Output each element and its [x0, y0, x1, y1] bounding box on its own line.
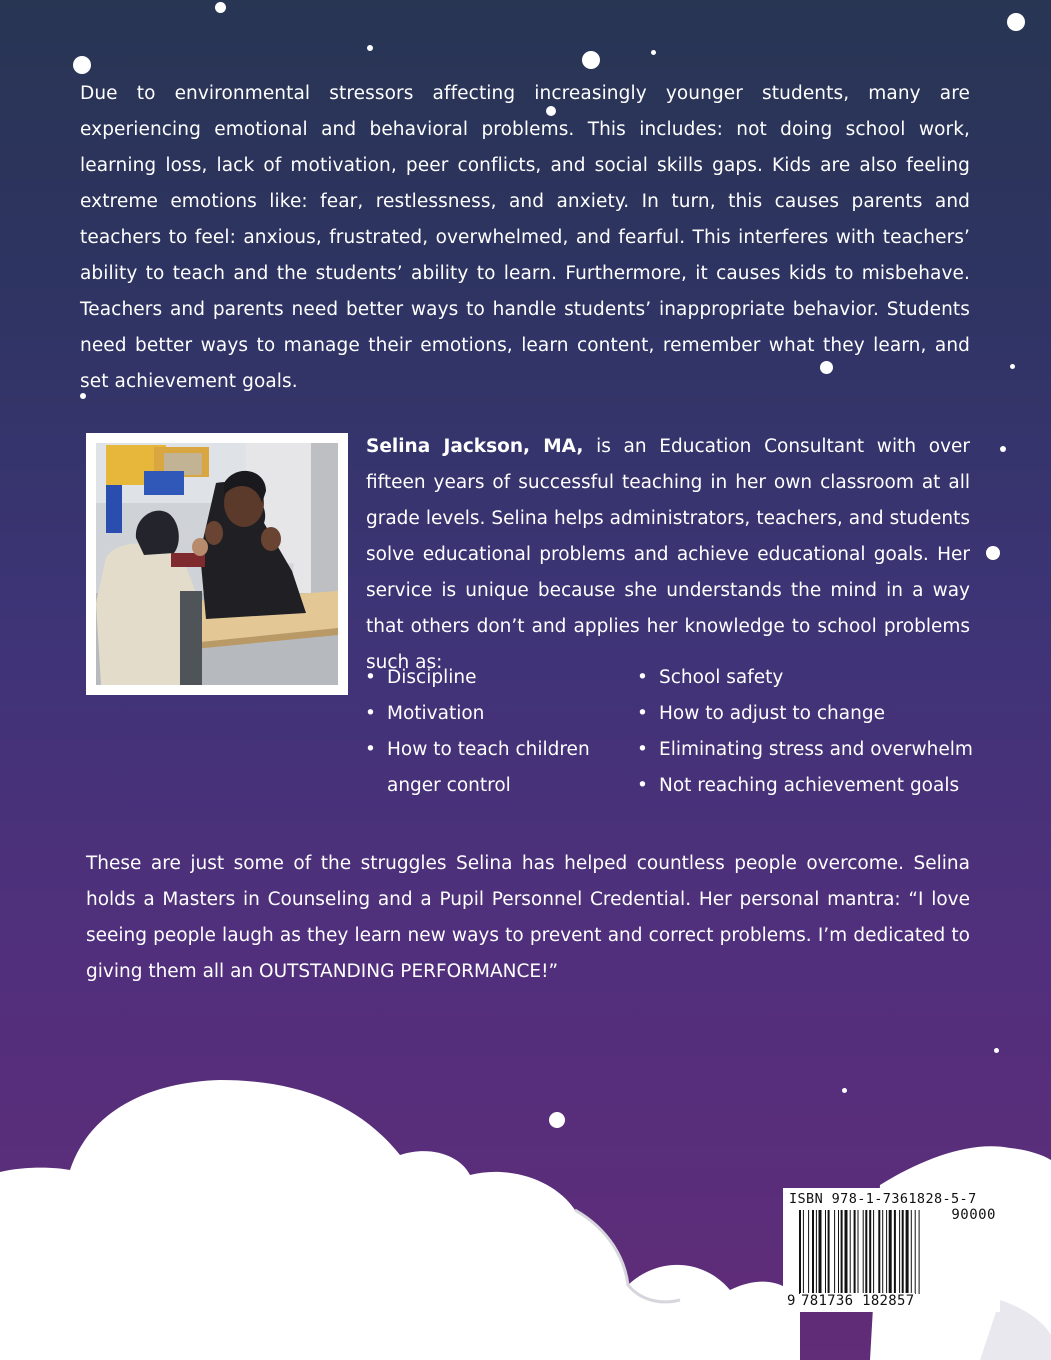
- author-name: Selina Jackson, MA,: [366, 436, 584, 457]
- barcode-bar: [803, 1210, 804, 1294]
- barcode-bar: [863, 1210, 864, 1294]
- list-item: • Eliminating stress and overwhelm: [637, 732, 977, 768]
- closing-paragraph: These are just some of the struggles Selina has helped countless people overcome. Selina holds a Masters in Counseling and a Pupil Personnel Credential. Her personal mantra: “I love seeing people laugh as they learn new ways to prevent and correct problems. I’m dedicated to giving them all an OUTSTANDING PERFORMANCE!”: [86, 853, 970, 982]
- intro-paragraph: Due to environmental stressors affecting increasingly younger students, many are experiencing emotional and behavioral problems. This includes: not doing school work, learning loss, lack of motivation, peer conflicts, and social skills gaps. Kids are also feeling extreme emotions like: fear, restlessness, and anxiety. In turn, this causes parents and teachers to feel: anxious, frustrated, overwhelmed, and fearful. This interferes with teachers’ ability to teach and the students’ ability to learn. Furthermore, it causes kids to misbehave. Teachers and parents need better ways to handle students’ inappropriate behavior. Students need better ways to manage their emotions, learn content, remember what they learn, and set achievement goals.: [80, 83, 970, 392]
- star: [1007, 13, 1025, 31]
- barcode-bar: [828, 1210, 830, 1294]
- barcode-bar: [886, 1210, 887, 1294]
- star: [367, 45, 373, 51]
- star: [994, 1048, 999, 1053]
- barcode-digits: 781736 182857: [801, 1293, 915, 1309]
- barcode-bar: [819, 1210, 822, 1294]
- barcode-bar: [911, 1210, 912, 1294]
- problems-list-right: [637, 660, 977, 804]
- barcode-bar: [812, 1210, 814, 1294]
- author-bio: [366, 429, 970, 681]
- author-bio-text: is an Education Consultant with over fifteen years of successful teaching in her own classroom at all grade levels. Selina helps administrators, teachers, and students solve educational problems and achieve educational goals. Her service is unique because she understands the mind in a way that others don’t and applies her knowledge to school problems such as:: [366, 436, 971, 673]
- list-item: • How to adjust to change: [637, 696, 977, 732]
- list-item: • How to teach children anger control: [365, 732, 615, 804]
- star: [1000, 446, 1006, 452]
- barcode-bar: [850, 1210, 851, 1294]
- star: [986, 546, 1000, 560]
- barcode-bar: [919, 1210, 920, 1294]
- star: [215, 2, 226, 13]
- barcode-bar: [841, 1210, 843, 1294]
- barcode-bar: [865, 1210, 867, 1294]
- barcode-lead-digit: 9: [787, 1293, 796, 1309]
- star: [73, 56, 91, 74]
- problems-list-left: [365, 660, 615, 804]
- barcode-bar: [854, 1210, 856, 1294]
- barcode-bar: [902, 1210, 904, 1294]
- barcode-bar: [889, 1210, 892, 1294]
- barcode-bar: [858, 1210, 859, 1294]
- barcode-bars: [799, 1210, 995, 1294]
- author-photo: [96, 443, 338, 685]
- barcode-bar: [906, 1210, 909, 1294]
- barcode-bar: [808, 1210, 809, 1294]
- barcode-bar: [873, 1210, 874, 1294]
- barcode-bar: [825, 1210, 826, 1294]
- barcode-bar: [899, 1210, 900, 1294]
- barcode-bar: [915, 1210, 916, 1294]
- isbn-barcode: [783, 1188, 1000, 1312]
- barcode-bar: [799, 1210, 801, 1294]
- barcode-bar: [894, 1210, 896, 1294]
- barcode-bar: [845, 1210, 848, 1294]
- star: [582, 51, 600, 69]
- price-code: 90000: [951, 1207, 996, 1223]
- author-photo-frame: [86, 433, 348, 695]
- isbn-label: ISBN 978-1-7361828-5-7: [789, 1191, 977, 1207]
- barcode-bar: [838, 1210, 839, 1294]
- barcode-bar: [834, 1210, 835, 1294]
- list-item: • Motivation: [365, 696, 615, 732]
- barcode-bar: [878, 1210, 880, 1294]
- star: [651, 50, 656, 55]
- barcode-bar: [882, 1210, 883, 1294]
- barcode-bar: [869, 1210, 871, 1294]
- star: [1010, 364, 1015, 369]
- list-item: • Not reaching achievement goals: [637, 768, 977, 804]
- list-item: • Discipline: [365, 660, 615, 696]
- list-item: • School safety: [637, 660, 977, 696]
- barcode-bar: [816, 1210, 817, 1294]
